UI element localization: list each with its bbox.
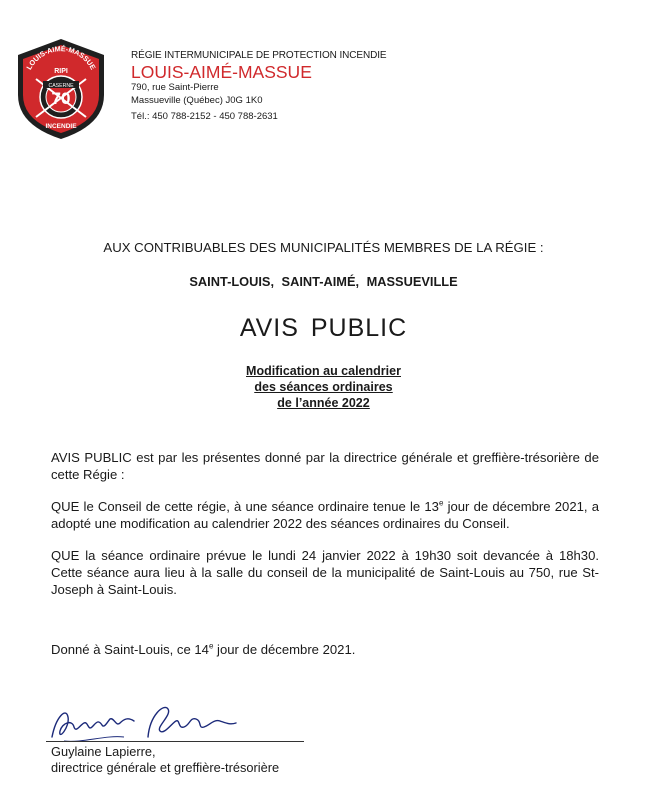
signer-name: Guylaine Lapierre,	[51, 744, 156, 759]
recipients-heading: AUX CONTRIBUABLES DES MUNICIPALITÉS MEMBRES DE LA RÉGIE :	[103, 240, 544, 255]
notice-body	[51, 449, 599, 613]
phone-numbers: Tél.: 450 788-2152 - 450 788-2631	[131, 111, 278, 122]
given-text: jour de décembre 2021.	[213, 642, 356, 657]
org-header	[131, 50, 511, 123]
signer-block	[51, 744, 279, 776]
signer-role: directrice générale et greffière-trésorière	[51, 760, 280, 775]
org-name-line2: LOUIS-AIMÉ-MASSUE	[131, 62, 312, 82]
paragraph-intro: AVIS PUBLIC est par les présentes donné par la directrice générale et greffière-trésorière de cette Régie :	[51, 450, 599, 482]
logo-number: 70	[51, 89, 71, 108]
page-title: AVIS PUBLIC	[239, 314, 408, 342]
subtitle-line: des séances ordinaires	[254, 380, 393, 394]
subtitle-line: Modification au calendrier	[246, 364, 401, 378]
signature-line	[46, 741, 304, 742]
ripi-logo	[12, 37, 110, 141]
logo-incendie: INCENDIE	[45, 123, 77, 130]
paragraph-text: jour de décembre 2021, a adopté une modification au calendrier 2022 des séances ordinaires du Conseil.	[51, 499, 599, 531]
org-name-line1: RÉGIE INTERMUNICIPALE DE PROTECTION INCENDIE	[131, 50, 387, 61]
ordinal-sup: e	[438, 498, 444, 508]
towns-list: SAINT-LOUIS, SAINT-AIMÉ, MASSUEVILLE	[189, 274, 458, 289]
subtitle-line: de l’année 2022	[277, 396, 370, 410]
logo-caserne: CASERNE	[48, 82, 74, 89]
address-street: 790, rue Saint-Pierre	[131, 82, 219, 93]
ordinal-sup: e	[208, 641, 214, 651]
notice-subtitle	[0, 363, 647, 411]
logo-ripi: RIPI	[54, 68, 68, 75]
given-date-line	[51, 641, 355, 658]
address-city: Massueville (Québec) J0G 1K0	[131, 94, 263, 106]
given-text: Donné à Saint-Louis, ce 14	[51, 642, 209, 657]
paragraph-resolution	[51, 498, 599, 532]
logo-arc-text: LOUIS-AIMÉ-MASSUE	[24, 44, 98, 72]
paragraph-text: QUE le Conseil de cette régie, à une séance ordinaire tenue le 13	[51, 499, 439, 514]
paragraph-meeting-change: QUE la séance ordinaire prévue le lundi 24 janvier 2022 à 19h30 soit devancée à 18h30. Cette séance aura lieu à la salle du conseil de la municipalité de Saint-Louis au 750, rue St-Joseph à Saint-Louis.	[51, 548, 599, 597]
